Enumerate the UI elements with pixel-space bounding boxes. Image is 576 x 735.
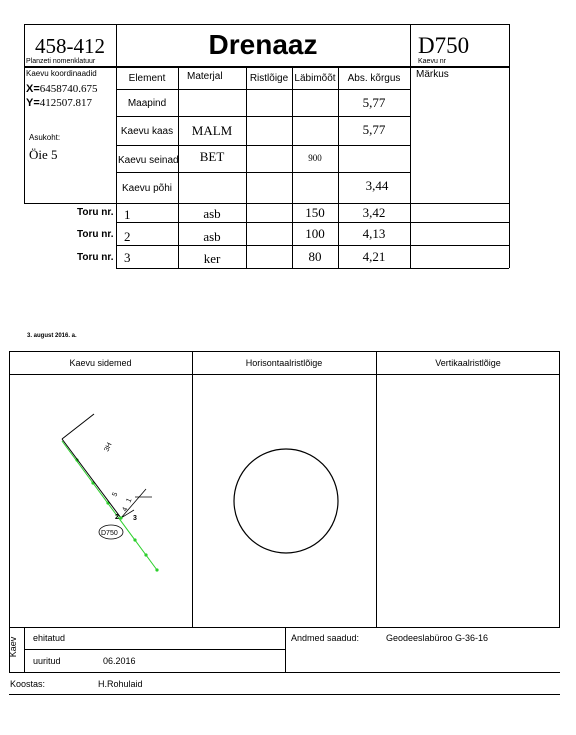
pipe-diameter: 100 <box>305 226 325 241</box>
pipe-line-node <box>133 538 136 541</box>
panel-title-horizontal-section: Horisontaalristlõige <box>245 358 323 368</box>
pipe-diameter: 150 <box>305 205 325 220</box>
pipe-number: 3 <box>124 250 131 265</box>
author-label: Koostas: <box>10 679 46 689</box>
well-number-caption: Kaevu nr <box>418 58 447 65</box>
pipe-material: asb <box>203 206 221 221</box>
pipe-elevation: 4,13 <box>362 226 386 241</box>
row-element: Kaevu põhi <box>121 182 173 194</box>
row-elevation: 5,77 <box>362 122 386 137</box>
well-number: D750 <box>418 33 470 58</box>
pipe-number: 1 <box>124 207 131 222</box>
row-material: BET <box>199 149 225 164</box>
panel-title-connections: Kaevu sidemed <box>69 358 132 368</box>
col-note: Märkus <box>416 69 449 80</box>
pipe-number: 2 <box>124 229 131 244</box>
coord-y-value: 412507.817 <box>39 97 93 109</box>
pipe-label: Toru nr. <box>77 229 114 240</box>
data-source-label: Andmed saadud: <box>291 633 360 643</box>
document-date: 3. august 2016. a. <box>27 333 77 339</box>
pipe-elevation: 4,21 <box>362 249 386 264</box>
pipe-elevation: 3,42 <box>362 205 386 220</box>
pipe-label-h: 3H <box>103 441 114 453</box>
data-source-value: Geodeeslabüroo G-36-16 <box>386 633 489 643</box>
location-value: Öie 5 <box>29 147 58 162</box>
coord-y-label: Y= <box>26 97 40 109</box>
built-label: ehitatud <box>33 633 66 643</box>
pipe-material: asb <box>203 229 221 244</box>
col-elevation: Abs. kõrgus <box>347 72 401 84</box>
connection-line <box>121 489 146 518</box>
location-label: Asukoht: <box>29 133 61 142</box>
pipe-line-node <box>155 568 158 571</box>
surveyed-value: 06.2016 <box>103 656 136 666</box>
well-node <box>119 516 122 519</box>
footer-side-label: Kaev <box>8 636 18 658</box>
row-elevation: 3,44 <box>365 178 389 193</box>
document-title: Drenaaz <box>208 29 318 60</box>
connection-line <box>62 439 121 518</box>
col-diameter: Läbimõõt <box>294 72 336 84</box>
coords-label: Kaevu koordinaadid <box>26 69 97 78</box>
pipe-label-1: 1 <box>125 497 134 504</box>
pipe-label-2: 2 <box>115 514 119 521</box>
pipe-line-node <box>144 553 147 556</box>
pipe-label-4: 4 <box>121 506 130 513</box>
col-section: Ristlõige <box>249 72 289 84</box>
map-sheet-number: 458-412 <box>35 34 105 58</box>
panel-title-vertical-section: Vertikaalristlõige <box>435 358 501 368</box>
row-material: MALM <box>191 123 233 138</box>
connection-line <box>62 414 94 439</box>
coord-x-label: X= <box>26 83 40 95</box>
row-element: Kaevu seinad <box>118 155 179 166</box>
sketch-lines <box>62 414 159 572</box>
col-material: Materjal <box>187 71 223 82</box>
map-sheet-caption: Planzeti nomenklatuur <box>26 58 96 65</box>
row-elevation: 5,77 <box>362 95 386 110</box>
author-value: H.Rohulaid <box>98 679 143 689</box>
well-label: D750 <box>101 530 118 537</box>
horizontal-section-circle <box>234 449 338 553</box>
row-element: Maapind <box>127 97 167 109</box>
surveyed-label: uuritud <box>33 656 61 666</box>
pipe-label-3: 3 <box>133 515 137 522</box>
row-element: Kaevu kaas <box>120 125 174 137</box>
pipe-label: Toru nr. <box>77 252 114 263</box>
pipe-diameter: 80 <box>308 249 322 264</box>
row-diameter: 900 <box>308 153 322 163</box>
col-element: Element <box>128 72 166 84</box>
coord-x-value: 6458740.675 <box>39 83 98 95</box>
pipe-material: ker <box>203 251 221 266</box>
pipe-label-5: 5 <box>111 491 120 498</box>
pipe-label: Toru nr. <box>77 207 114 218</box>
